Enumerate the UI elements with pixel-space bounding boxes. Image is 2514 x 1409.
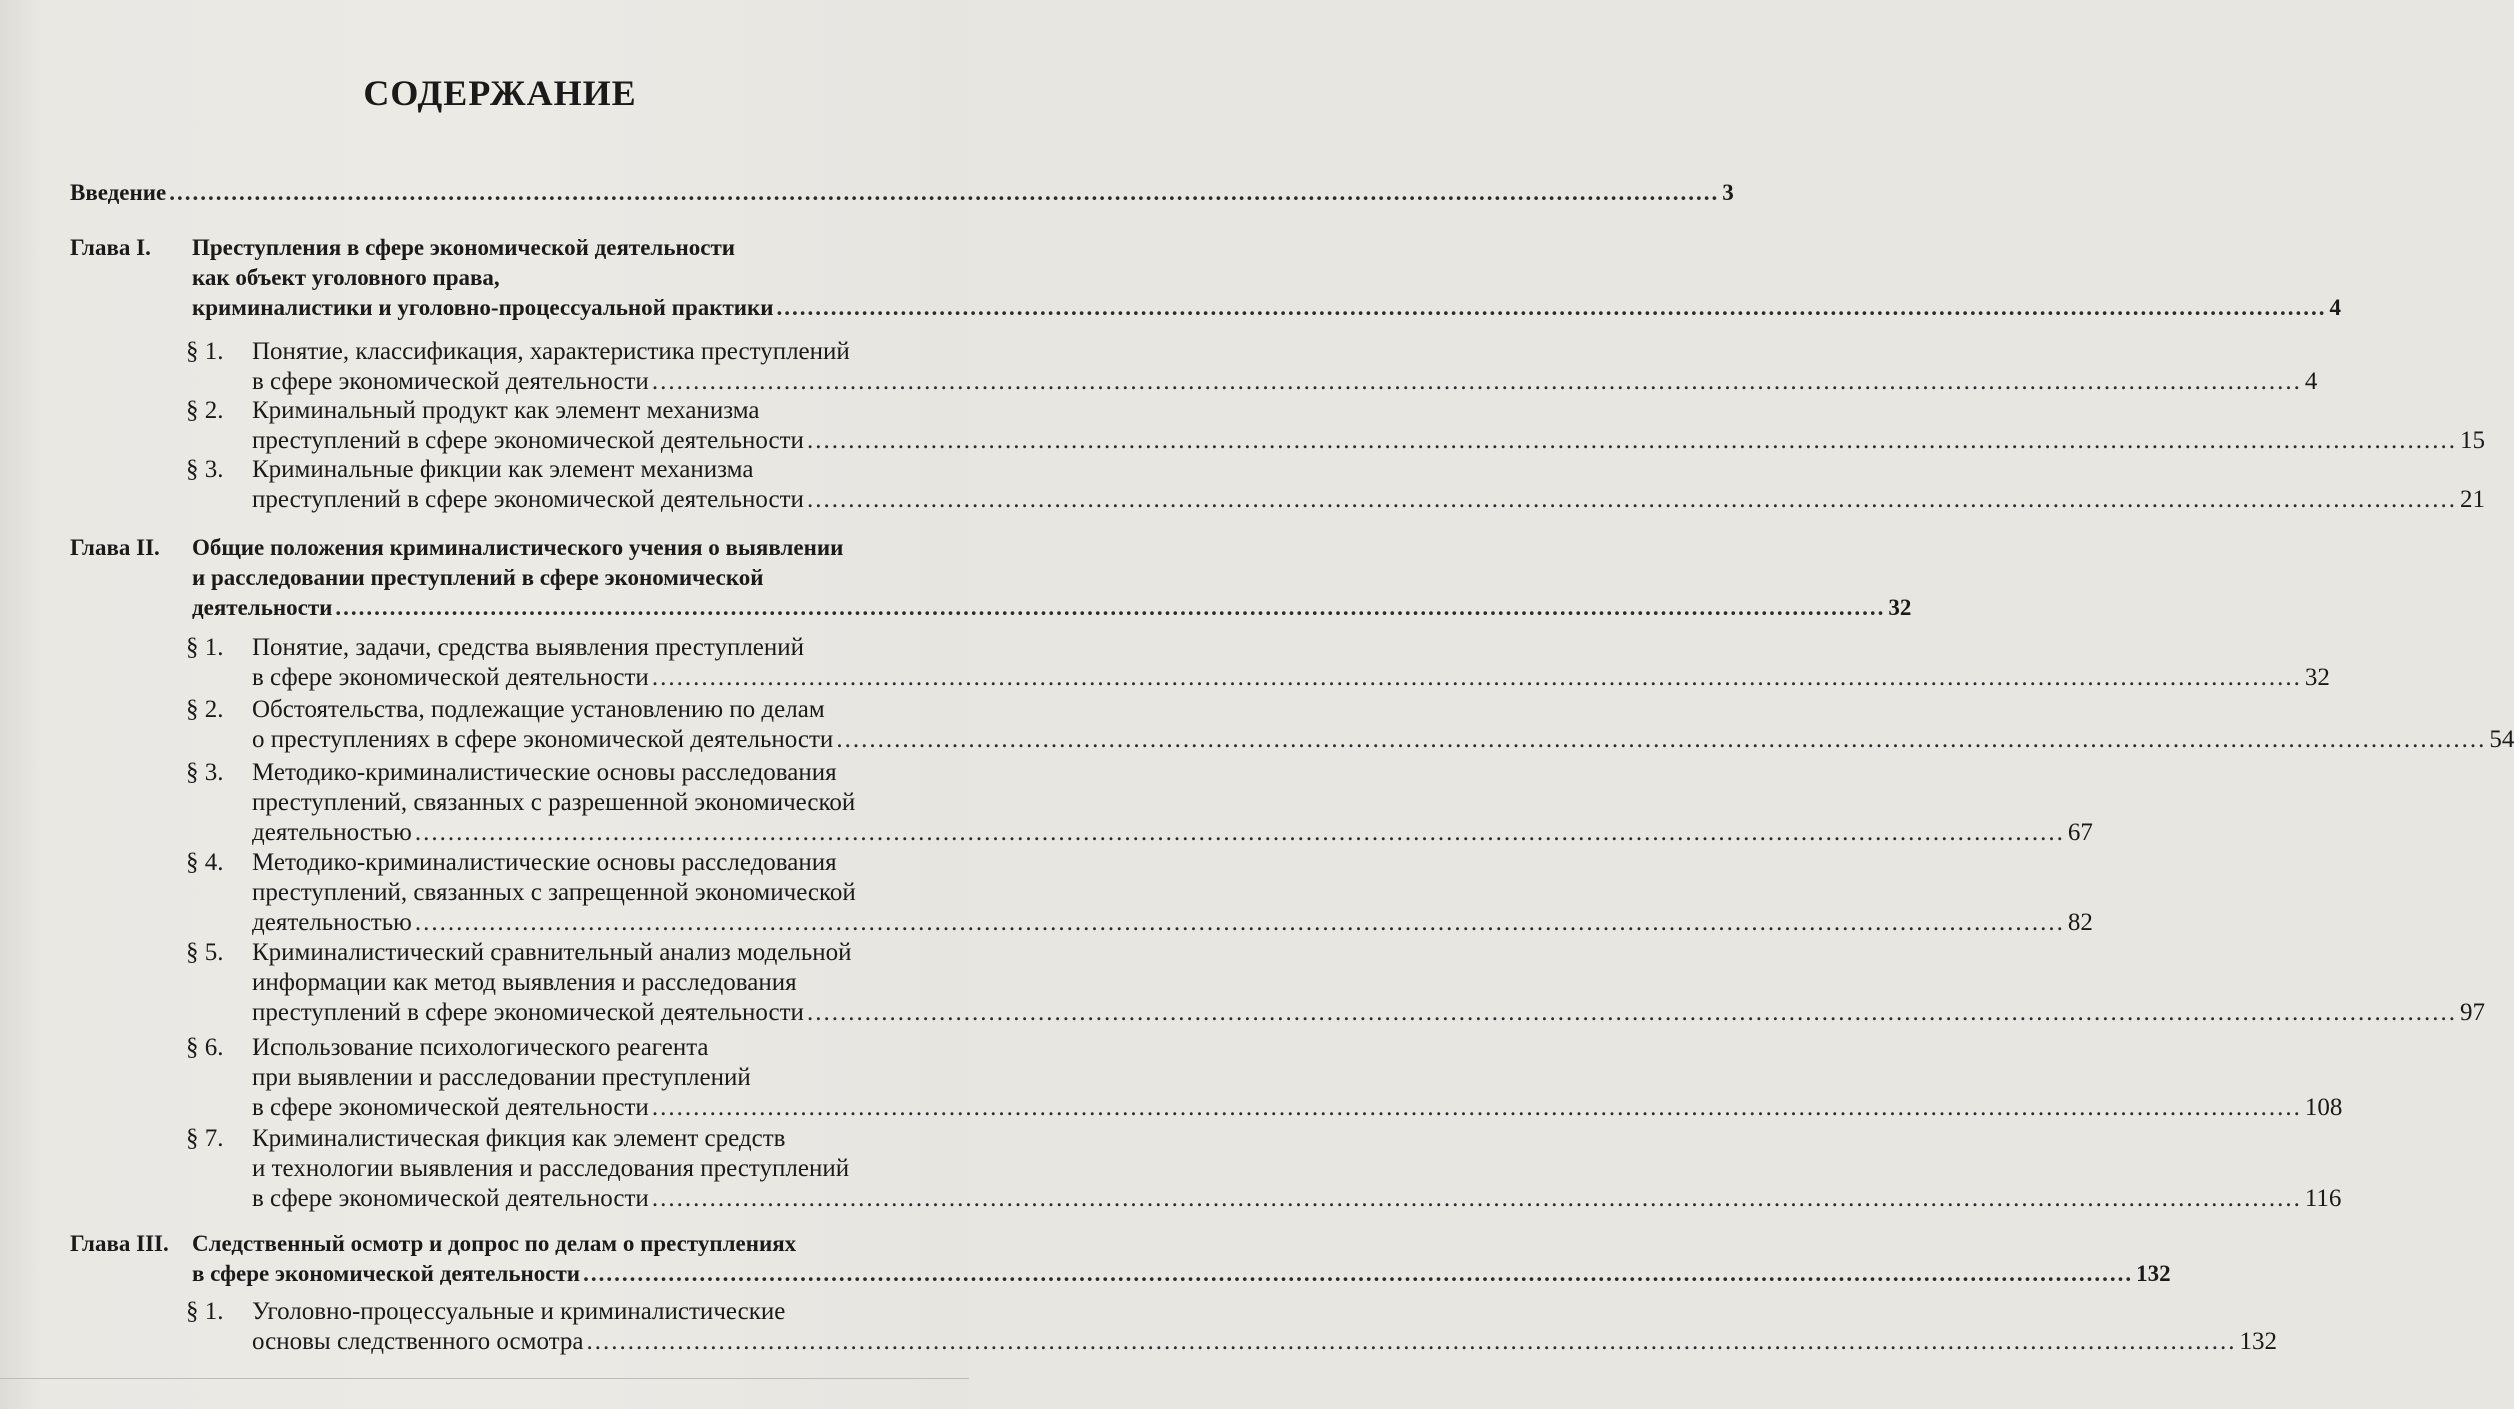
- chapter-label: Глава III.: [70, 1231, 169, 1256]
- toc-section-1-1[interactable]: [186, 337, 2318, 397]
- section-title-line: в сфере экономической деятельности: [252, 1094, 649, 1121]
- toc-section-1-2[interactable]: [186, 396, 2485, 456]
- chapter-title-line: как объект уголовного права,: [192, 265, 500, 290]
- page-number: 15: [2459, 427, 2485, 454]
- toc-section-2-2[interactable]: [186, 695, 2514, 755]
- dot-leader: ........................................................................................................................................................................................................: [776, 295, 2327, 320]
- dot-leader: ........................................................................................................................................................................................................: [806, 427, 2457, 454]
- section-title-line: в сфере экономической деятельности: [252, 368, 649, 395]
- chapter-title-line: Следственный осмотр и допрос по делам о преступлениях: [192, 1231, 797, 1256]
- section-label: § 7.: [186, 1125, 224, 1152]
- section-title-line: деятельностью: [252, 819, 412, 846]
- section-title-line: Методико-криминалистические основы расследования: [252, 759, 837, 786]
- dot-leader: ........................................................................................................................................................................................................: [583, 1261, 2134, 1286]
- page-title: СОДЕРЖАНИЕ: [363, 73, 637, 113]
- page-number: 97: [2459, 999, 2485, 1026]
- section-title-line: преступлений, связанных с запрещенной экономической: [252, 879, 856, 906]
- section-title-line: преступлений в сфере экономической деятельности: [252, 999, 804, 1026]
- toc-section-3-1[interactable]: [186, 1297, 2277, 1357]
- section-title-line: о преступлениях в сфере экономической деятельности: [252, 726, 834, 753]
- section-title-line: преступлений в сфере экономической деятельности: [252, 486, 804, 513]
- dot-leader: ........................................................................................................................................................................................................: [414, 909, 2065, 936]
- page-bottom-line: [0, 1378, 969, 1379]
- section-label: § 4.: [186, 849, 224, 876]
- page-number: 132: [2239, 1328, 2277, 1355]
- chapter-label: Глава II.: [70, 535, 160, 560]
- page-number: 108: [2304, 1094, 2343, 1121]
- section-label: § 2.: [186, 696, 224, 723]
- chapter-title-line: в сфере экономической деятельности: [192, 1261, 581, 1286]
- page-number: 32: [2304, 664, 2330, 691]
- dot-leader: ........................................................................................................................................................................................................: [586, 1328, 2237, 1355]
- toc-entry-introduction[interactable]: [70, 178, 1734, 208]
- section-title-line: в сфере экономической деятельности: [252, 664, 649, 691]
- page-number: 54: [2489, 726, 2514, 753]
- dot-leader: ........................................................................................................................................................................................................: [169, 180, 1720, 205]
- dot-leader: ........................................................................................................................................................................................................: [414, 819, 2065, 846]
- section-title-line: Использование психологического реагента: [252, 1034, 709, 1061]
- section-title-line: Криминальные фикции как элемент механизма: [252, 456, 754, 483]
- chapter-title-line: деятельности: [192, 595, 333, 620]
- toc-section-1-3[interactable]: [186, 455, 2485, 515]
- section-title-line: Понятие, классификация, характеристика преступлений: [252, 338, 850, 365]
- section-title-line: Криминалистическая фикция как элемент средств: [252, 1125, 786, 1152]
- toc-chapter-2[interactable]: [70, 533, 1912, 623]
- section-title-line: преступлений, связанных с разрешенной экономической: [252, 789, 856, 816]
- page-number: 82: [2067, 909, 2093, 936]
- section-label: § 1.: [186, 338, 224, 365]
- section-title-line: Криминальный продукт как элемент механизма: [252, 397, 760, 424]
- section-title-line: Криминалистический сравнительный анализ модельной: [252, 939, 852, 966]
- toc-section-2-3[interactable]: [186, 758, 2093, 848]
- dot-leader: ........................................................................................................................................................................................................: [651, 664, 2302, 691]
- dot-leader: ........................................................................................................................................................................................................: [806, 486, 2457, 513]
- toc-section-2-1[interactable]: [186, 633, 2330, 693]
- section-label: § 3.: [186, 759, 224, 786]
- chapter-title-line: и расследовании преступлений в сфере экономической: [192, 565, 764, 590]
- dot-leader: ........................................................................................................................................................................................................: [335, 595, 1886, 620]
- dot-leader: ........................................................................................................................................................................................................: [836, 726, 2487, 753]
- toc-section-2-5[interactable]: [186, 938, 2485, 1028]
- page-number: 21: [2459, 486, 2485, 513]
- section-label: § 3.: [186, 456, 224, 483]
- page-number: 116: [2304, 1185, 2342, 1212]
- page-number: 32: [1888, 595, 1912, 620]
- toc-section-2-4[interactable]: [186, 848, 2093, 938]
- page-number: 132: [2136, 1261, 2171, 1286]
- page-number: 67: [2067, 819, 2093, 846]
- dot-leader: ........................................................................................................................................................................................................: [651, 368, 2302, 395]
- section-title-line: Обстоятельства, подлежащие установлению по делам: [252, 696, 825, 723]
- section-title-line: Понятие, задачи, средства выявления преступлений: [252, 634, 805, 661]
- section-title-line: преступлений в сфере экономической деятельности: [252, 427, 804, 454]
- chapter-title-line: криминалистики и уголовно-процессуальной практики: [192, 295, 774, 320]
- section-title-line: информации как метод выявления и расследования: [252, 969, 797, 996]
- section-title-line: в сфере экономической деятельности: [252, 1185, 649, 1212]
- section-label: § 1.: [186, 1298, 224, 1325]
- section-label: § 5.: [186, 939, 224, 966]
- section-label: § 1.: [186, 634, 224, 661]
- toc-section-2-7[interactable]: [186, 1124, 2342, 1214]
- dot-leader: ........................................................................................................................................................................................................: [806, 999, 2457, 1026]
- entry-title: Введение: [70, 180, 167, 205]
- section-title-line: Методико-криминалистические основы расследования: [252, 849, 837, 876]
- page-number: 4: [2329, 295, 2342, 320]
- toc-chapter-3[interactable]: [70, 1229, 2171, 1289]
- section-title-line: и технологии выявления и расследования преступлений: [252, 1155, 850, 1182]
- chapter-label: Глава I.: [70, 235, 151, 260]
- toc-chapter-1[interactable]: [70, 233, 2342, 323]
- toc-section-2-6[interactable]: [186, 1033, 2343, 1123]
- section-title-line: основы следственного осмотра: [252, 1328, 584, 1355]
- section-label: § 6.: [186, 1034, 224, 1061]
- page-number: 3: [1722, 180, 1734, 205]
- chapter-title-line: Общие положения криминалистического учения о выявлении: [192, 535, 844, 560]
- dot-leader: ........................................................................................................................................................................................................: [651, 1094, 2302, 1121]
- section-label: § 2.: [186, 397, 224, 424]
- dot-leader: ........................................................................................................................................................................................................: [651, 1185, 2302, 1212]
- section-title-line: Уголовно-процессуальные и криминалистические: [252, 1298, 786, 1325]
- page-number: 4: [2304, 368, 2318, 395]
- chapter-title-line: Преступления в сфере экономической деятельности: [192, 235, 735, 260]
- section-title-line: деятельностью: [252, 909, 412, 936]
- section-title-line: при выявлении и расследовании преступлений: [252, 1064, 751, 1091]
